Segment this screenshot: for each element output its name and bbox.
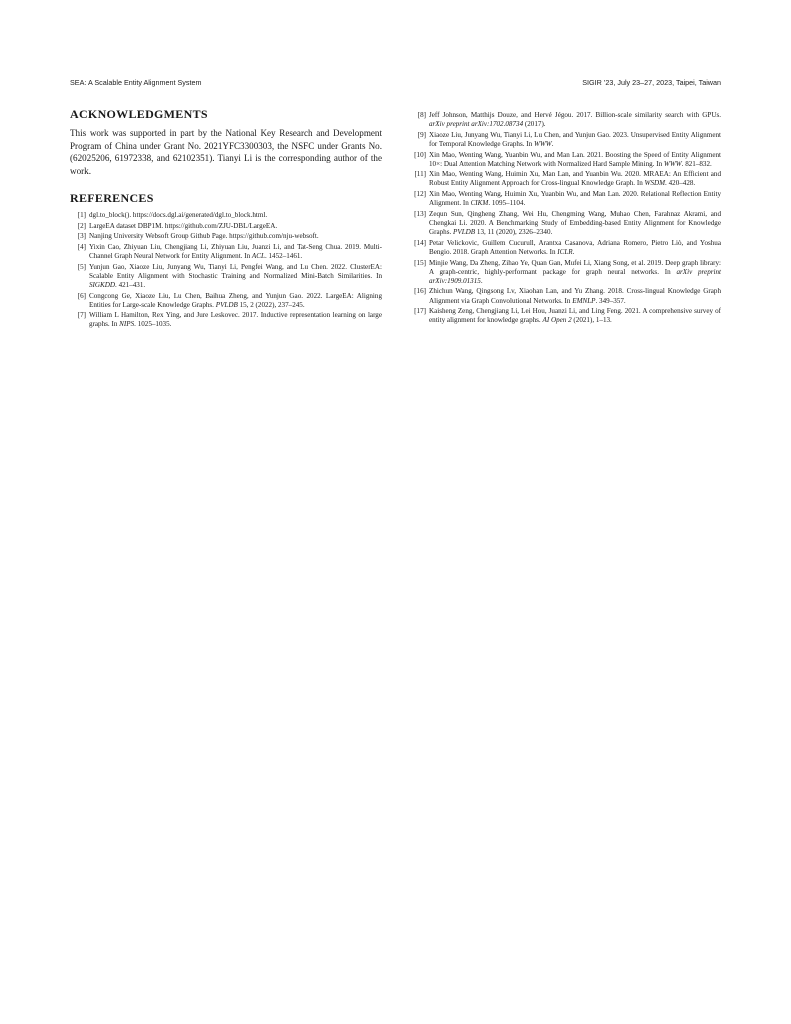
reference-item — [409, 190, 721, 208]
reference-text: Minjie Wang, Da Zheng, Zihao Ye, Quan Gan, Mufei Li, Xiang Song, et al. 2019. Deep graph library: A graph-centric, highly-performant package for graph neural networks. In arXiv preprint arXiv:1909.01315. — [429, 258, 721, 285]
reference-number: [7] — [77, 311, 86, 320]
reference-number: [5] — [77, 262, 86, 271]
reference-text: Xiaoze Liu, Junyang Wu, Tianyi Li, Lu Chen, and Yunjun Gao. 2023. Unsupervised Entity Alignment for Temporal Knowledge Graphs. In WWW. — [429, 130, 721, 148]
reference-text: LargeEA dataset DBP1M. https://github.com/ZJU-DBL/LargeEA. — [89, 221, 278, 230]
reference-text: Xin Mao, Wenting Wang, Yuanbin Wu, and Man Lan. 2021. Boosting the Speed of Entity Alignment 10×: Dual Attention Matching Network with Normalized Hard Sample Mining. In WWW. 821–832. — [429, 150, 721, 168]
running-head-left: SEA: A Scalable Entity Alignment System — [70, 78, 202, 87]
reference-number: [8] — [417, 111, 426, 119]
reference-item — [409, 239, 721, 257]
reference-number: [11] — [414, 170, 426, 179]
reference-list-right — [409, 111, 721, 325]
reference-item — [409, 170, 721, 188]
reference-text: Petar Velickovic, Guillem Cucurull, Arantxa Casanova, Adriana Romero, Pietro Liò, and Yoshua Bengio. 2018. Graph Attention Networks. In ICLR. — [429, 238, 721, 256]
reference-text: Kaisheng Zeng, Chengjiang Li, Lei Hou, Juanzi Li, and Ling Feng. 2021. A comprehensive survey of entity alignment for knowledge graphs. AI Open 2 (2021), 1–13. — [429, 307, 721, 325]
reference-text: Zequn Sun, Qingheng Zhang, Wei Hu, Chengming Wang, Muhao Chen, Farahnaz Akrami, and Chengkai Li. 2020. A Benchmarking Study of Embedding-based Entity Alignment for Knowledge Graphs. PVLDB 13, 11 (2020), 2326–2340. — [429, 209, 721, 237]
reference-number: [12] — [414, 190, 426, 199]
left-column — [70, 106, 382, 331]
reference-text: Congcong Ge, Xiaoze Liu, Lu Chen, Baihua Zheng, and Yunjun Gao. 2022. LargeEA: Aligning Entities for Large-scale Knowledge Graphs. PVLDB 15, 2 (2022), 237–245. — [89, 291, 382, 309]
reference-number: [15] — [414, 258, 426, 267]
reference-list-left — [70, 211, 382, 330]
reference-item — [409, 131, 721, 149]
reference-number: [10] — [414, 150, 426, 159]
reference-item — [409, 111, 721, 129]
reference-item — [70, 211, 382, 220]
reference-number: [4] — [77, 242, 86, 251]
reference-number: [13] — [414, 209, 426, 218]
acknowledgments-text: This work was supported in part by the National Key Research and Development Program of China under Grant No. 2021YFC3300303, the NSFC under Grants No. (62025206, 61972338, and 62102351). Tianyi Li is the corresponding author of the work. — [70, 128, 382, 177]
right-column — [409, 111, 721, 327]
reference-text: William L Hamilton, Rex Ying, and Jure Leskovec. 2017. Inductive representation learning on large graphs. In NIPS. 1025–1035. — [89, 311, 382, 329]
reference-number: [9] — [417, 130, 426, 139]
reference-item — [409, 307, 721, 325]
reference-number: [6] — [77, 291, 86, 300]
reference-number: [14] — [414, 238, 426, 247]
reference-item — [70, 263, 382, 290]
reference-item — [70, 243, 382, 261]
reference-text: Nanjing University Websoft Group Github Page. https://github.com/nju-websoft. — [89, 232, 319, 241]
reference-number: [1] — [77, 210, 86, 219]
reference-text: Yixin Cao, Zhiyuan Liu, Chengjiang Li, Zhiyuan Liu, Juanzi Li, and Tat-Seng Chua. 2019. Multi-Channel Graph Neural Network for Entity Alignment. In ACL. 1452–1461. — [89, 242, 382, 260]
reference-number: [17] — [414, 307, 426, 316]
reference-item — [409, 287, 721, 305]
reference-item — [70, 222, 382, 231]
reference-text: Jeff Johnson, Matthijs Douze, and Hervé Jégou. 2017. Billion-scale similarity search with GPUs. arXiv preprint arXiv:1702.08734 (2017). — [429, 111, 721, 129]
reference-text: Yunjun Gao, Xiaoze Liu, Junyang Wu, Tianyi Li, Pengfei Wang, and Lu Chen. 2022. ClusterEA: Scalable Entity Alignment with Stochastic Training and Normalized Mini-Batch Similarities. In SIGKDD. 421–431. — [89, 262, 382, 289]
reference-item — [409, 210, 721, 237]
reference-text: Xin Mao, Wenting Wang, Huimin Xu, Man Lan, and Yuanbin Wu. 2020. MRAEA: An Efficient and Robust Entity Alignment Approach for Cross-lingual Knowledge Graph. In WSDM. 420–428. — [429, 170, 721, 188]
reference-number: [2] — [77, 221, 86, 230]
reference-item — [409, 259, 721, 286]
reference-number: [16] — [414, 287, 426, 296]
references-heading: REFERENCES — [70, 190, 154, 205]
reference-item — [409, 151, 721, 169]
reference-item — [70, 232, 382, 241]
reference-item — [70, 311, 382, 329]
reference-text: Xin Mao, Wenting Wang, Huimin Xu, Yuanbin Wu, and Man Lan. 2020. Relational Reflection Entity Alignment. In CIKM. 1095–1104. — [429, 190, 721, 208]
running-head-right: SIGIR ’23, July 23–27, 2023, Taipei, Taiwan — [582, 78, 721, 87]
reference-item — [70, 292, 382, 310]
reference-text: Zhichun Wang, Qingsong Lv, Xiaohan Lan, and Yu Zhang. 2018. Cross-lingual Knowledge Graph Alignment via Graph Convolutional Networks. In EMNLP. 349–357. — [429, 287, 721, 305]
acknowledgments-heading: ACKNOWLEDGMENTS — [70, 107, 208, 121]
reference-number: [3] — [77, 232, 86, 241]
reference-text: dgl.to_block(). https://docs.dgl.ai/generated/dgl.to_block.html. — [89, 210, 268, 219]
